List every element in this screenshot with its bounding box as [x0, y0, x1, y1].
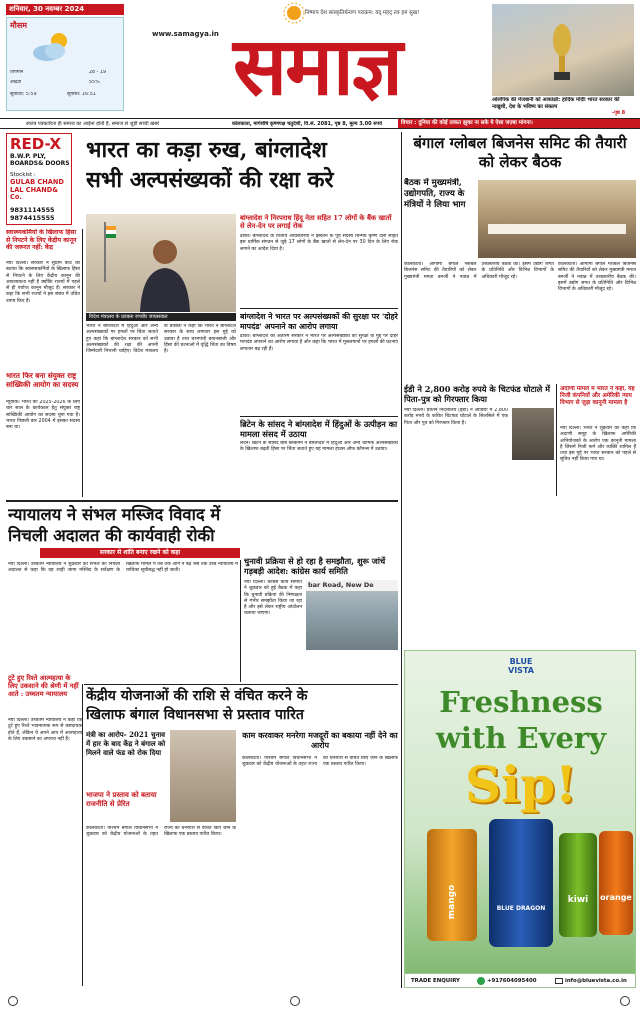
bengal-headline-2: खिलाफ बंगाल विधानसभा से प्रस्ताव पारित [86, 707, 304, 723]
registration-mark [290, 996, 300, 1006]
summit-photo [478, 180, 636, 258]
print-marks [0, 992, 640, 1009]
humidity-label: आर्द्रता [10, 80, 22, 85]
speaker-figure [138, 234, 192, 312]
photo-banner: bar Road, New De [306, 580, 398, 591]
mail-icon [555, 978, 563, 984]
ad-phone1: 9831114555 [10, 206, 55, 214]
divider [240, 416, 398, 417]
right-top-text: कोलकाता। आगामी बंगाल ग्लोबल बिजनेस समिट की तैयारियों को लेकर मुख्यमंत्री ममता बनर्जी ने नवान्न में उच्चस्तरीय बैठक की। इसमें उद्योग जगत के प्रतिनिधि और विभिन्न विभागों के अधिकारी मौजूद रहे। [404, 262, 554, 280]
website[interactable]: www.samagya.in [152, 30, 219, 38]
right-top-kicker: बैठक में मुख्यमंत्री, उद्योगपति, राज्य के मंत्रियों ने लिया भाग [404, 178, 466, 210]
bluevista-ad [404, 650, 636, 988]
brief-text: नयी दिल्ली। भारत ने शुक्रवार को कहा कि अदाणी समूह के खिलाफ अमेरिकी अभियोजकों के आरोप एक कानूनी मामला है जिसमें निजी फर्म और व्यक्ति शामिल हैं तथा इस मुद्दे पर भारत सरकार को पहले से सूचित नहीं किया गया था। [560, 426, 636, 463]
footer-label: TRADE ENQUIRY [411, 978, 460, 984]
story-text: ढाका। बांग्लादेश के वित्तीय अधिकारियों ने इस्कॉन के पूर्व सदस्य चिन्मय कृष्ण दास सहित इस धार्मिक संगठन से जुड़े 17 लोगों के बैंक खातों से लेन-देन पर 30 दिन के लिए रोक लगाने का आदेश दिया है। [240, 234, 398, 252]
sunrise: सूर्योदय: 5:59 [10, 92, 37, 97]
strip-left: स्वतंत्र पत्रकारिता ही समाज का आईना होती है, समाज से जुड़ी सच्ची ख़बरें [26, 121, 160, 127]
bengal-text-2: कोलकाता। पश्चिम बंगाल विधानसभा ने शुक्रवार को केंद्रीय योजनाओं के तहत राज्य को धनराशि से वंचित किए जाने के खिलाफ एक प्रस्ताव पारित किया। [242, 756, 398, 768]
footer-email: info@bluevista.co.in [565, 978, 627, 984]
brief-headline: भारत फिर बना संयुक्त राष्ट्र सांख्यिकी आयोग का सदस्य [6, 372, 79, 389]
divider [6, 500, 398, 502]
bluevista-logo [497, 657, 545, 679]
bengal-photo [170, 730, 236, 822]
story-headline: बांग्लादेश ने निरपराध हिंदू नेता सहित 17 लोगों के बैंक खातों से लेन-देन पर लगाई रोक [240, 214, 392, 231]
election-photo [306, 580, 398, 650]
footer-phone: +917604095400 [487, 978, 537, 984]
right-top-headline: बंगाल ग्लोबल बिजनेस समिट की तैयारी को लेकर बैठक [413, 134, 627, 171]
brief-headline: अदाणी मामले में भारत ने कहा, यह निजी कंपनियों और अमेरिकी न्याय विभाग से जुड़ा कानूनी मामला है [560, 386, 635, 406]
masthead-ad-caption: ओलंपिक की मेजबानी को आकांक्षी: हार्दिक मोदीः भारत सरकार की नाखुशी, देश के भविष्य का संकल्प [492, 97, 620, 110]
ad-line3: Stockist : [10, 172, 36, 178]
ad-line1: B.W.P. PLY, [10, 153, 46, 160]
ad-line2: BOARDS& DOORS [10, 160, 70, 167]
court-headline-2: निचली अदालत की कार्यवाही रोकी [8, 526, 215, 545]
lead-story-text: भारत ने बांग्लादेश में हिंदुओं और अन्य अल्पसंख्यकों पर हमलों पर चिंता जताते हुए कहा कि बांग्लादेश सरकार को सभी अल्पसंख्यकों की रक्षा की अपनी जिम्मेदारी निभानी चाहिए। विदेश मंत्रालय के प्रवक्ता ने कहा कि भारत ने बांग्लादेश सरकार के साथ लगातार इस मुद्दे को उठाया है तथा चरमपंथी बयानबाजी और हिंसा की घटनाओं में वृद्धि चिंता का विषय है। [86, 324, 236, 355]
center-story-2 [240, 312, 398, 414]
brief-headline: स्वास्थ्यकर्मियों के खिलाफ हिंसा से निपटने के लिए केंद्रीय कानून की जरूरत नहीं: केंद्र [6, 229, 77, 252]
masthead [0, 0, 640, 132]
can-label: BLUE DRAGON [496, 905, 546, 912]
divider [556, 384, 557, 496]
brief-headline: टूटे हुए रिश्ते आत्महत्या के लिए उकसाने की श्रेणी में नहीं आते : उच्चतम न्यायालय [8, 674, 79, 698]
logo-bottom: VISTA [508, 666, 534, 675]
sunset: सूर्यास्त: 16:51 [67, 92, 96, 97]
left-brief-1 [6, 229, 80, 369]
bengal-text: कोलकाता। पश्चिम बंगाल विधानसभा ने शुक्रवार को केंद्रीय योजनाओं के तहत राज्य को धनराशि से वंचित किए जाने के खिलाफ एक प्रस्ताव पारित किया। [86, 826, 236, 838]
left-brief-2 [6, 372, 80, 492]
temp-label: तापमान [10, 70, 24, 75]
story-headline: चुनावी प्रक्रिया से हो रहा है समझौता, शुरू जांचें गड़बड़ी आदेश: कांग्रेस कार्य समिति [244, 556, 386, 576]
brief-text: न्यूयार्क। भारत को 2025-2026 के लिए चार साल के कार्यकाल हेतु संयुक्त राष्ट्र सांख्यिकी आयोग का सदस्य चुना गया है। भारत पिछली बार 2004 में इसका सदस्य बना था। [6, 400, 80, 431]
can-orange [599, 831, 633, 935]
can-label: orange [600, 893, 632, 902]
lead-photo-caption: विदेश मंत्रालय के प्रवक्ता रणधीर जायसवाल [86, 313, 236, 321]
accused-photo [512, 408, 554, 460]
story-text: नयी दिल्ली। कांग्रेस कार्य समिति ने शुक्रवार को हुई बैठक में कहा कि चुनावी प्रक्रिया की निष्पक्षता से गंभीर समझौता किया जा रहा है और इसे लेकर राष्ट्रीय आंदोलन चलाया जाएगा। [244, 580, 302, 617]
story-headline: ब्रिटेन के सांसद ने बांग्लादेश में हिंदुओं के उत्पीड़न का मामला संसद में उठाया [240, 419, 398, 439]
bengal-brief-3: काम करवाकर मनरेगा मजदूरों का बकाया नहीं देने का आरोप [242, 730, 398, 750]
bengal-headline-1: केंद्रीय योजनाओं की राशि से वंचित करने के [86, 688, 308, 704]
strip-middle: कोलकाता, मार्गशीर्ष कृष्णपक्ष चतुर्दशी, वि.सं. 2081, पृष्ठ 8, मूल्य 3.00 रुपये [232, 121, 383, 127]
lead-photo [86, 214, 236, 312]
story-text: नयी दिल्ली। प्रवर्तन निदेशालय (ईडी) ने ओडिशा में 2,800 करोड़ रुपये के कथित चिटफंड घोटाले के सिलसिले में एक पिता और पुत्र को गिरफ्तार किया है। [404, 408, 508, 426]
court-brief [8, 674, 82, 986]
ad-line1: Freshness [439, 685, 603, 719]
masthead-ad-photo [492, 4, 634, 96]
election-story [244, 556, 398, 682]
bengal-brief-1: मंत्री का आरोप- 2021 चुनाव में हार के बाद केंद्र ने बंगाल को मिलने वाले फंड को रोक दिया [86, 730, 166, 757]
humidity-value: 55% [89, 80, 100, 85]
masthead-ad-tag: -पृष्ठ 8 [612, 110, 626, 116]
court-headline-1: न्यायालय ने संभल मस्जिद विवाद में [8, 505, 221, 524]
story-headline: ईडी ने 2,800 करोड़ रुपये के चिटफंड घोटाले में पिता-पुत्र को गिरफ्तार किया [404, 384, 551, 404]
weather-title: मौसम [10, 21, 28, 30]
temp-value: 28 - 19 [89, 70, 106, 75]
can-label: mango [447, 884, 457, 920]
date-line: शनिवार, 30 नवम्बर 2024 [6, 4, 124, 15]
divider [84, 684, 398, 685]
paper-name: समाज्ञ [233, 20, 401, 112]
weather-box [6, 17, 124, 111]
ad-phone2: 9874415555 [10, 214, 55, 222]
court-subhead: सरकार से शांति बनाए रखने को कहा [40, 548, 240, 558]
ad-brand: RED-X [10, 135, 62, 153]
right-brief [560, 386, 636, 498]
ad-footer [405, 973, 636, 988]
cloud-sun-icon [29, 31, 73, 63]
ad-dealer: GULAB CHAND LAL CHAND& Co. [10, 179, 64, 202]
bengal-brief-2: भाजपा ने प्रस्ताव को बताया राजनीति से प्रेरित [86, 790, 157, 808]
tagline: निष्पाप देश सांस्कृतिर्धनाण पराक्रम: यद् महद् तत्र हम सुख! [305, 10, 420, 16]
registration-mark [8, 996, 18, 1006]
can-kiwi [559, 833, 597, 937]
can-mango [427, 829, 477, 941]
brief-text: नयी दिल्ली। सरकार ने सुप्रीम कोर्ट को बताया कि स्वास्थ्यकर्मियों के खिलाफ हिंसा से निपटने के लिए केंद्रीय कानून की आवश्यकता नहीं है क्योंकि राज्यों में पहले से ही पर्याप्त कानून मौजूद हैं। सरकार ने कहा कि सभी राज्यों ने इस संबंध में उचित उपाय किए हैं। [6, 261, 80, 304]
divider [240, 308, 398, 309]
story-text: लंदन। ब्रिटेन के सांसद बॉब ब्लैकमैन ने बांग्लादेश में हिंदुओं और अन्य धार्मिक अल्पसंख्यकों के खिलाफ बढ़ती हिंसा पर चिंता जताते हुए यह मामला हाउस ऑफ कॉमन्स में उठाया। [240, 441, 398, 453]
meeting-table [488, 224, 626, 234]
can-label: kiwi [567, 895, 589, 905]
ad-line2: with Every [435, 721, 607, 755]
logo-top: BLUE [509, 657, 533, 666]
right-side-text: कोलकाता। आगामी बंगाल ग्लोबल बिजनेस समिट की तैयारियों को लेकर मुख्यमंत्री ममता बनर्जी ने नवान्न में उच्चस्तरीय बैठक की। इसमें उद्योग जगत के प्रतिनिधि और विभिन्न विभागों के अधिकारी मौजूद रहे। [558, 262, 636, 293]
phone-icon [477, 977, 485, 985]
strip-right: विचार : दुनिया की कोई ताकत झुका ना सके ये ऐसा जज़्बा मांगना। [398, 119, 640, 128]
trophy-icon [550, 14, 574, 84]
lead-headline-2: सभी अल्पसंख्यकों की रक्षा करे [86, 167, 334, 193]
court-text: नयी दिल्ली। उच्चतम न्यायालय ने शुक्रवार को संभल की निचली अदालत से कहा कि वह शाही जामा मस्जिद के सर्वेक्षण के खिलाफ मामले में तब तक आगे न बढ़े जब तक उच्च न्यायालय में याचिका सूचीबद्ध नहीं हो जाती। [8, 562, 238, 574]
flag-icon [94, 222, 116, 282]
can-blue-dragon [489, 819, 553, 947]
ad-line3: Sip! [464, 755, 577, 814]
sidebar-ad [6, 133, 72, 225]
divider [240, 560, 241, 682]
center-story-1 [240, 214, 398, 306]
column-rule [401, 132, 402, 988]
story-headline: बांग्लादेश ने भारत पर अल्पसंख्यकों की सुरक्षा पर 'दोहरे मापदंड' अपनाने का आरोप लगाया [240, 312, 398, 331]
column-rule [82, 684, 83, 986]
right-ed-story [404, 384, 554, 496]
lead-headline-1: भारत का कड़ा रुख, बांग्लादेश [86, 137, 327, 163]
column-rule [82, 229, 83, 497]
center-story-3 [240, 419, 398, 495]
story-text: ढाका। बांग्लादेश की अंतरिम सरकार ने भारत पर अल्पसंख्यकों की सुरक्षा के मुद्दे पर दोहरे मापदंड अपनाने का आरोप लगाया है और कहा कि भारत में मुसलमानों पर हमलों की घटनाएं लगातार बढ़ रही हैं। [240, 334, 398, 352]
registration-mark [620, 996, 630, 1006]
info-strip [0, 118, 640, 129]
brief-text: नयी दिल्ली। उच्चतम न्यायालय ने कहा कि टूटे हुए रिश्ते भावनात्मक रूप से कष्टदायक होते हैं, लेकिन ये अपने आप में आत्महत्या के लिए उकसाने का अपराध नहीं हैं। [8, 718, 82, 742]
